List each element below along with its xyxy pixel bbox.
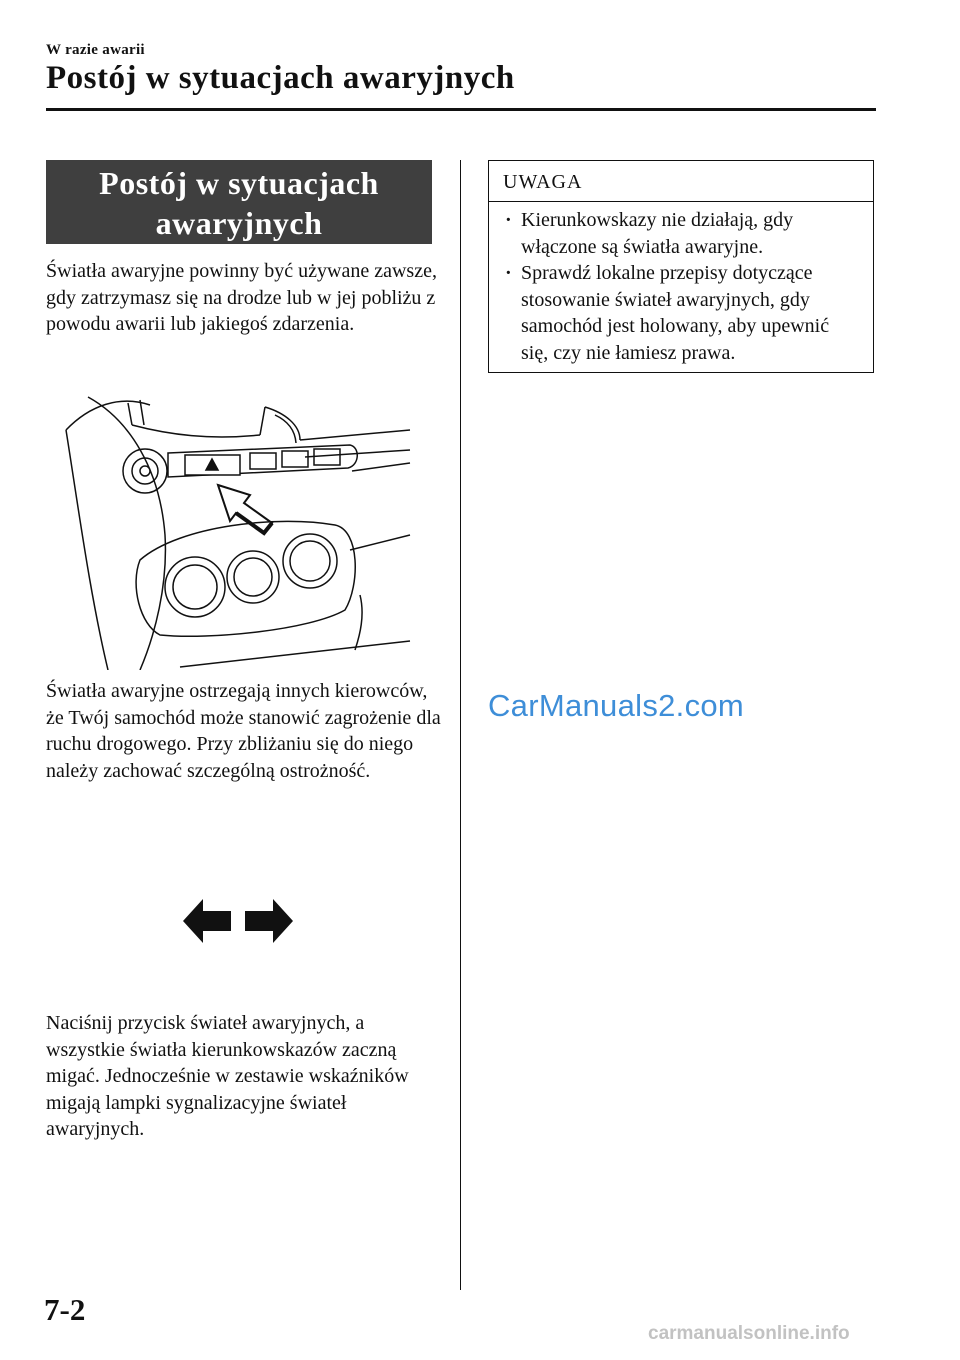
watermark: CarManuals2.com [488, 688, 745, 723]
note-heading: UWAGA [489, 161, 873, 202]
note-box [488, 160, 874, 373]
footer-watermark: carmanualsonline.info [648, 1323, 850, 1344]
page-number: 7-2 [44, 1292, 86, 1327]
column-divider [460, 160, 461, 1290]
note-list [489, 202, 873, 366]
note-item: · Kierunkowskazy nie działają, gdy włączone są światła awaryjne. [505, 207, 861, 260]
paragraph-instructions: Naciśnij przycisk świateł awaryjnych, a wszystkie światła kierunkowskazów zaczną migać. Jednocześnie w zestawie wskaźników migają lampki sygnalizacyjne świateł awaryjnych. [46, 1012, 409, 1140]
paragraph-intro: Światła awaryjne powinny być używane zawsze, gdy zatrzymasz się na drodze lub w jej pobliżu z powodu awarii lub jakiegoś zdarzenia. [46, 260, 437, 335]
turn-signal-arrows-icon [183, 897, 293, 945]
chapter-title: Postój w sytuacjach awaryjnych [46, 60, 515, 96]
section-heading-line1: Postój w sytuacjach [99, 165, 379, 201]
dashboard-hazard-switch-illustration [60, 385, 416, 670]
section-heading-box [46, 160, 432, 244]
paragraph-warning: Światła awaryjne ostrzegają innych kierowców, że Twój samochód może stanowić zagrożenie dla ruchu drogowego. Przy zbliżaniu się do niego należy zachować szczególną ostrożność. [46, 680, 441, 782]
title-rule [46, 108, 876, 111]
note-item: · Sprawdź lokalne przepisy dotyczące stosowanie świateł awaryjnych, gdy samochód jest holowany, aby upewnić się, czy nie łamiesz prawa. [505, 260, 861, 366]
section-heading-line2: awaryjnych [155, 205, 323, 241]
section-label: W razie awarii [46, 42, 145, 58]
